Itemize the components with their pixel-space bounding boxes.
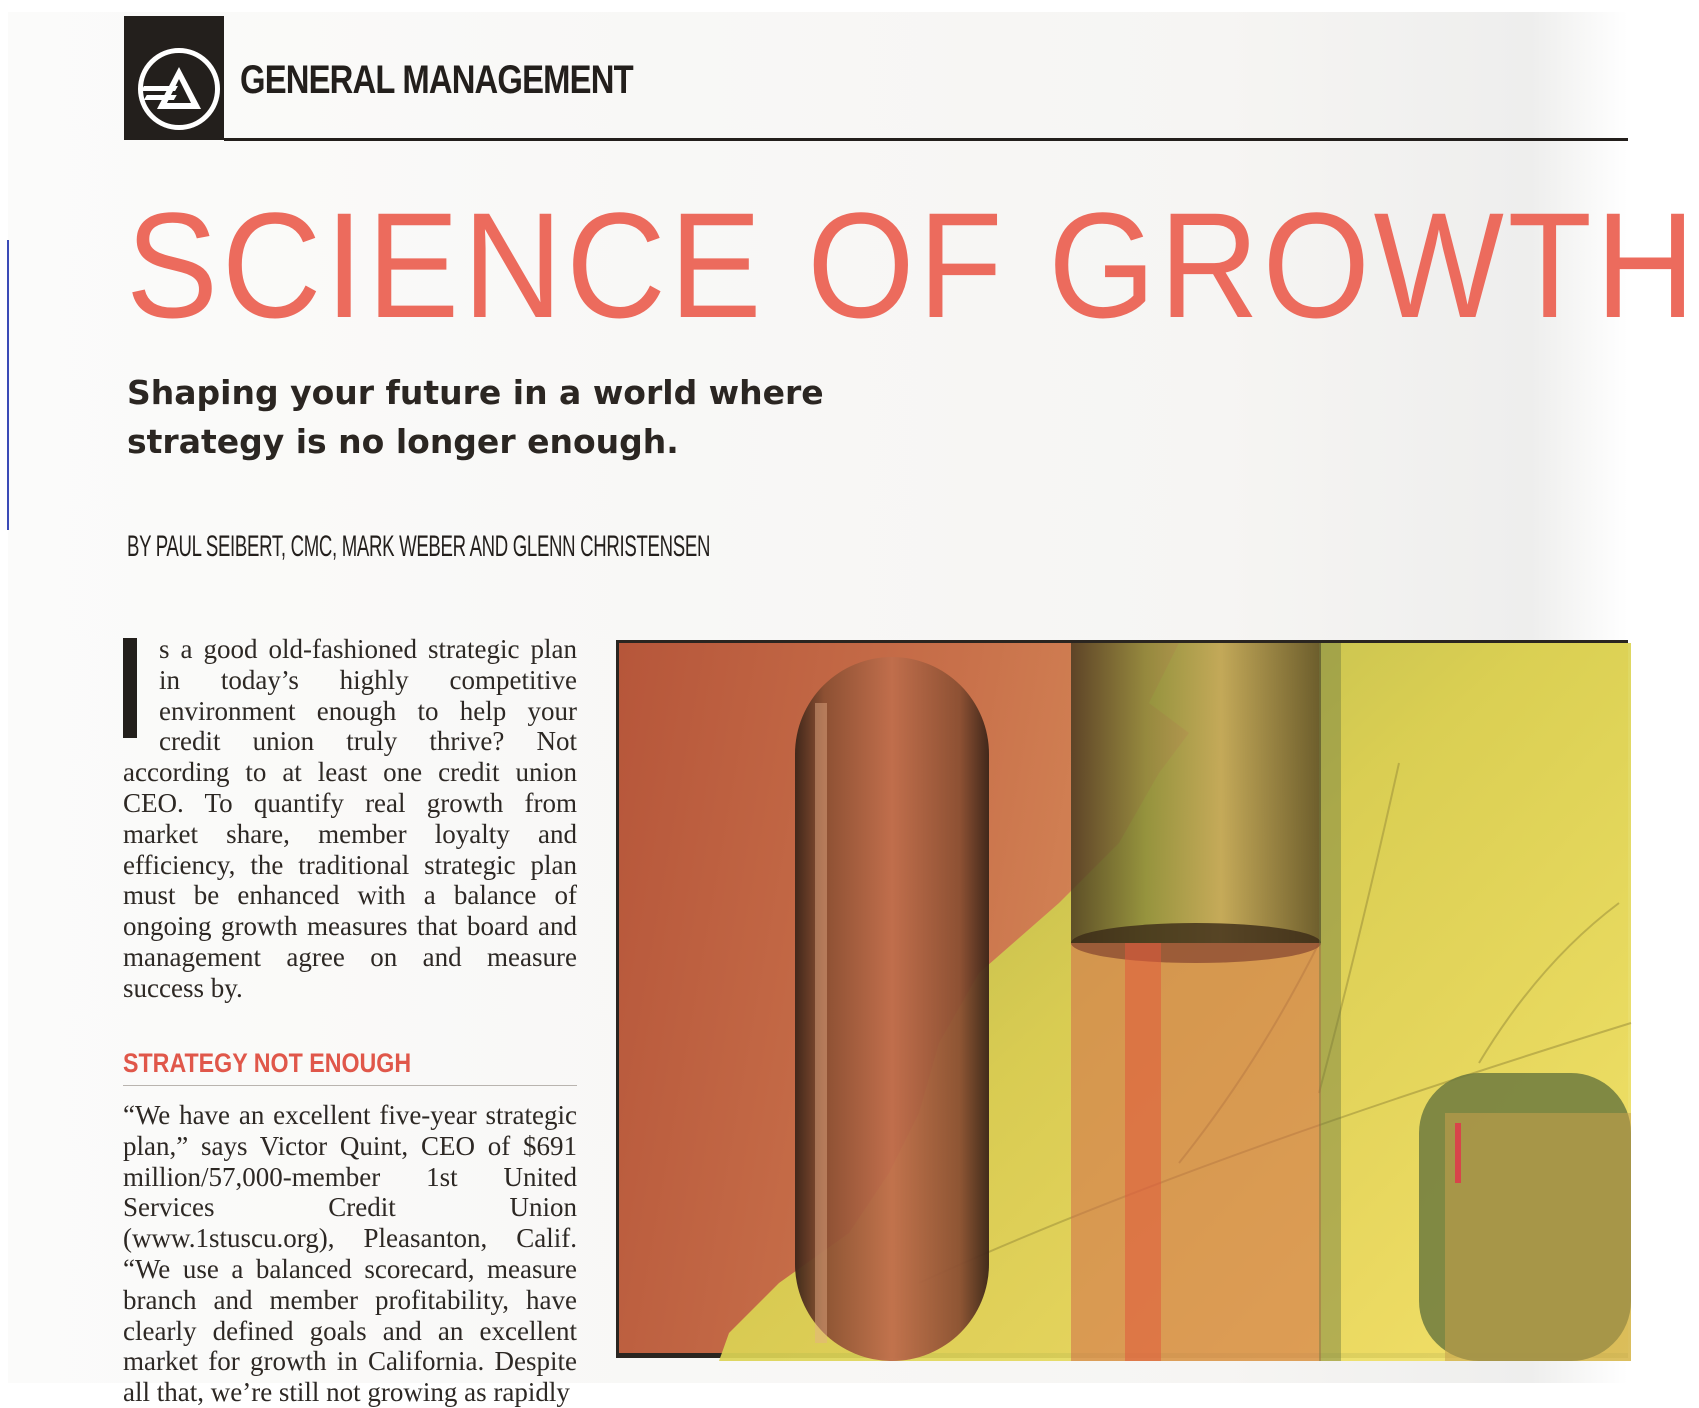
subhead-section	[123, 1048, 577, 1086]
page-edge-mark	[7, 240, 9, 530]
article-deck: Shaping your future in a world where strategy is no longer enough.	[127, 373, 824, 461]
triangle-logo-icon	[143, 53, 215, 125]
body-paragraph: “We have an excellent five-year strategic plan,” says Victor Quint, CEO of $691 million/57,000-member 1st United Services Credit Union (www.1stuscu.org), Pleasanton, Calif. “We use a balanced scorecard, measure branch and member profitability, have clearly defined goals and an excellent market for growth in California. Despite all that, we’re still not growing as rapidly	[123, 1100, 577, 1408]
intro-column	[123, 634, 577, 1004]
drop-cap-i	[123, 638, 137, 738]
article-headline: SCIENCE OF GROWTH	[126, 181, 1699, 349]
test-tube-leaf-photo	[616, 640, 1628, 1358]
section-logo-icon	[138, 48, 220, 130]
header-rule	[224, 138, 1628, 141]
body-column	[123, 1100, 577, 1408]
section-title: GENERAL MANAGEMENT	[240, 58, 633, 102]
article-byline: BY PAUL SEIBERT, CMC, MARK WEBER AND GLENN CHRISTENSEN	[127, 530, 711, 563]
photo-illustration	[619, 643, 1631, 1361]
subhead: STRATEGY NOT ENOUGH	[123, 1048, 412, 1078]
intro-paragraph: s a good old-fashioned strategic plan in today’s highly competitive environment enough to help your credit union truly thrive? Not according to at least one credit union CEO. To quantify real growth from market share, member loyalty and efficiency, the traditional strategic plan must be enhanced with a balance of ongoing growth measures that board and management agree on and measure success by.	[123, 634, 577, 1003]
